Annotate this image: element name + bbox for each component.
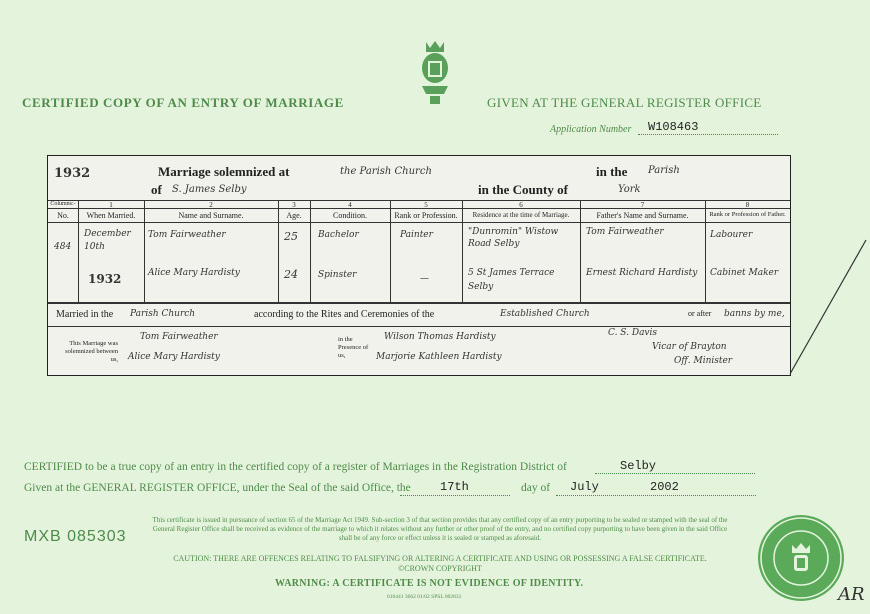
royal-crest-icon — [416, 38, 454, 108]
bride-age: 24 — [284, 268, 298, 281]
application-number: W108463 — [648, 120, 699, 134]
col-header-father-rank: Rank or Profession of Father. — [709, 211, 786, 218]
officiant: C. S. Davis — [608, 328, 658, 338]
rites-value: Established Church — [500, 309, 590, 319]
col-num-6: 6 — [519, 201, 523, 209]
register-office-seal — [758, 515, 844, 601]
legal-notice: This certificate is issued in pursuance of section 65 of the Marriage Act 1949. Sub-section 3 of that section provides that any certified copy of an entry purporting to be sealed or stamped with the seal of the General Register Office shall be received as evidence of the marriage to which it relates without any further or other proof of the entry, and no certified copy purporting to have been given in the said Office shall be of any force or effect unless it is sealed or stamped as aforesaid. — [152, 516, 728, 542]
application-number-line — [638, 134, 778, 135]
col-num-3: 3 — [292, 201, 296, 209]
col-header-profession: Rank or Profession. — [394, 211, 458, 220]
in-the-value: Parish — [648, 165, 680, 176]
edge-stroke-icon — [780, 230, 870, 380]
of-label: of — [151, 182, 162, 197]
officiant-role-2: Off. Minister — [674, 356, 733, 366]
between-2: Alice Mary Hardisty — [128, 352, 220, 362]
groom-profession: Painter — [400, 230, 433, 240]
groom-name: Tom Fairweather — [148, 230, 226, 240]
witness-2: Marjorie Kathleen Hardisty — [376, 352, 502, 362]
when-married: December 10th — [84, 229, 131, 252]
given-at-heading: GIVEN AT THE GENERAL REGISTER OFFICE — [487, 95, 762, 110]
witness-1: Wilson Thomas Hardisty — [384, 332, 496, 342]
certified-line: CERTIFIED to be a true copy of an entry in the certified copy of a register of Marriages in the Registration District of — [24, 461, 567, 473]
columns-label: Columns:- — [50, 201, 76, 207]
rites-label: according to the Rites and Ceremonies of the — [254, 309, 435, 320]
col-num-7: 7 — [640, 201, 645, 209]
col-header-name: Name and Surname. — [178, 211, 244, 220]
groom-condition: Bachelor — [318, 230, 359, 240]
bride-father-profession: Cabinet Maker — [710, 268, 779, 278]
col-header-residence: Residence at the time of Marriage. — [472, 211, 570, 219]
initials: AR — [838, 584, 865, 605]
col-header-no: No. — [57, 211, 69, 220]
in-the-label: in the — [596, 164, 628, 179]
entry-year: 1932 — [54, 166, 91, 181]
groom-father-profession: Labourer — [710, 230, 753, 240]
given-at-line: Given at the GENERAL REGISTER OFFICE, under the Seal of the said Office, the — [24, 482, 411, 494]
marriage-register-entry — [47, 155, 791, 376]
after-value: banns by me, — [724, 309, 785, 319]
between-1: Tom Fairweather — [140, 332, 218, 342]
col-num-1: 1 — [109, 201, 113, 209]
seal-icon — [758, 515, 844, 601]
county-value: York — [618, 184, 641, 195]
of-value: S. James Selby — [172, 184, 247, 195]
bride-name: Alice Mary Hardisty — [148, 268, 240, 278]
col-num-2: 2 — [209, 201, 213, 209]
married-in-label: Married in the — [56, 309, 114, 320]
col-header-condition: Condition. — [332, 211, 367, 220]
solemnized-between-label: This Marriage was solemnized between us, — [65, 340, 118, 363]
col-num-4: 4 — [348, 201, 352, 209]
bride-year: 1932 — [88, 272, 122, 286]
print-code: 010441 3662 01/02 SPSL 002831 — [387, 594, 462, 600]
month: July — [570, 480, 599, 494]
col-header-age: Age. — [286, 211, 302, 220]
col-num-5: 5 — [424, 201, 428, 209]
presence-label: in the Presence of us, — [338, 336, 369, 359]
col-header-father: Father's Name and Surname. — [596, 211, 689, 220]
groom-father: Tom Fairweather — [586, 227, 664, 237]
county-label: in the County of — [478, 182, 568, 197]
groom-residence: "Dunromin" Wistow Road Selby — [468, 227, 559, 249]
bride-profession: — — [420, 274, 429, 284]
married-in-value: Parish Church — [130, 309, 196, 319]
solemnized-place: the Parish Church — [340, 166, 432, 177]
day: 17th — [440, 480, 469, 494]
col-header-when: When Married. — [86, 211, 136, 220]
application-number-label: Application Number — [550, 124, 632, 135]
year: 2002 — [650, 480, 679, 494]
warning-text: WARNING: A CERTIFICATE IS NOT EVIDENCE OF IDENTITY. — [275, 578, 584, 589]
caution-text: CAUTION: THERE ARE OFFENCES RELATING TO FALSIFYING OR ALTERING A CERTIFICATE AND USING OR POSSESSING A FALSE CERTIFICATE. ©CROWN COPYRIGHT — [173, 554, 707, 573]
officiant-role: Vicar of Brayton — [652, 342, 727, 352]
entry-number: 484 — [54, 242, 72, 252]
day-of-label: day of — [521, 482, 551, 494]
after-label: or after — [688, 309, 712, 318]
bride-residence: 5 St James Terrace Selby — [468, 268, 555, 292]
district: Selby — [620, 459, 657, 473]
col-num-8: 8 — [745, 201, 750, 209]
bride-condition: Spinster — [318, 270, 357, 280]
groom-age: 25 — [284, 230, 298, 243]
serial-number: MXB 085303 — [24, 528, 127, 545]
certificate-title: CERTIFIED COPY OF AN ENTRY OF MARRIAGE — [22, 95, 344, 110]
solemnized-label: Marriage solemnized at — [158, 164, 290, 179]
bride-father: Ernest Richard Hardisty — [586, 268, 698, 278]
